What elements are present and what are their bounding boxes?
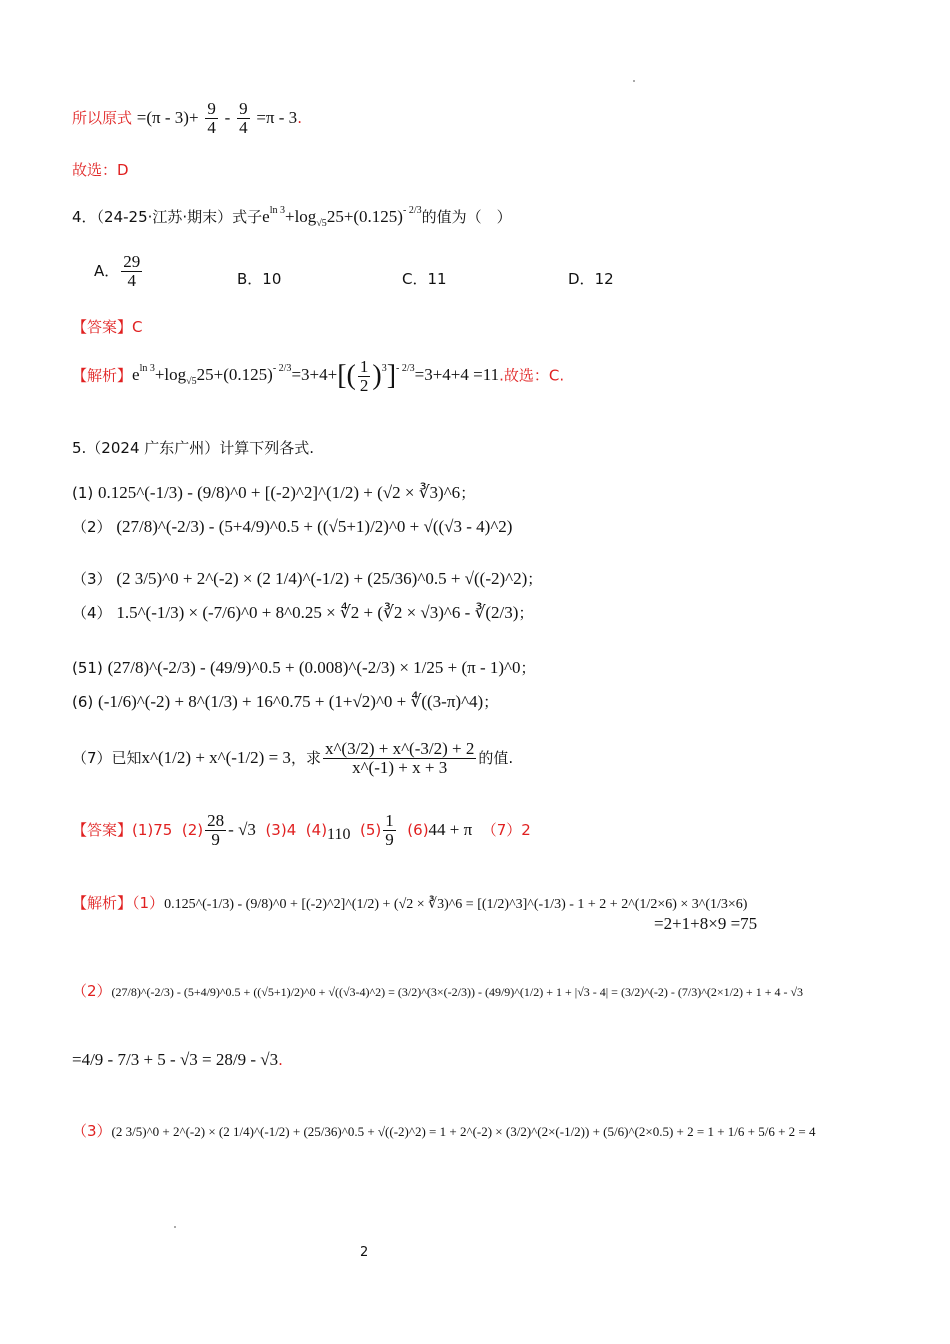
period: .	[297, 108, 302, 127]
conclusion-line	[72, 100, 302, 137]
q5-item-7: （7）已知x^(1/2) + x^(-1/2) = 3，求 $\frac{x\^{}(3/2) + x\^{}(-3/2) + 2}{x\^{}(-1) + x + 3}$ 的值.	[72, 739, 514, 777]
q4-stem	[72, 205, 512, 229]
q5-stem: 5.（2024 广东广州）计算下列各式.	[72, 439, 315, 457]
choice-line: 故选：D	[72, 161, 129, 179]
analysis-tag: 【解析】	[72, 366, 133, 385]
q4-option-c: C．11	[402, 270, 447, 288]
q5-item-6: (6) (-1/6)^(-2) + 8^(1/3) + 16^0.75 + (1+√2)^0 + ∜((3-π)^4)；	[72, 692, 499, 711]
page-number: 2	[360, 1245, 369, 1260]
q5-item-4: （4） 1.5^(-1/3) × (-7/6)^0 + 8^0.25 × ∜2 + (∛2 × √3)^6 - ∛(2/3)；	[72, 603, 534, 622]
q4-answer: 【答案】C	[72, 318, 143, 336]
q4-stem-end: 的值为（ ）	[421, 208, 512, 226]
q5-item-1: (1) 0.125^(-1/3) - (9/8)^0 + [(-2)^2]^(1/2) + (√2 × ∛3)^6；	[72, 483, 476, 502]
conclusion-formula-b: =π - 3	[256, 107, 298, 127]
minus-sign: -	[224, 107, 231, 127]
q5-analysis-1: 【解析】（1）0.125^(-1/3) - (9/8)^0 + [(-2)^2]^(1/2) + (√2 × ∛3)^6 = [(1/2)^3]^(-1/3) - 1 + 2 + 2^(1/2×6) × 3^(1/3×6)	[72, 894, 748, 912]
q5-item-3: （3） (2 3/5)^0 + 2^(-2) × (2 1/4)^(-1/2) + (25/36)^0.5 + √((-2)^2)；	[72, 569, 543, 588]
q5-item-5: (51) (27/8)^(-2/3) - (49/9)^0.5 + (0.008)^(-2/3) × 1/25 + (π - 1)^0；	[72, 658, 536, 677]
q5-analysis-1-result: =2+1+8×9 =75	[654, 914, 758, 933]
conclusion-prefix: 所以原式	[72, 108, 133, 127]
q4-stem-text: 4．（24-25·江苏·期末）式子	[72, 208, 263, 226]
q5-item-2: （2） (27/8)^(-2/3) - (5+4/9)^0.5 + ((√5+1)/2)^0 + √((√3 - 4)^2)	[72, 517, 513, 536]
q5-analysis-2: （2）(27/8)^(-2/3) - (5+4/9)^0.5 + ((√5+1)/2)^0 + √((√3-4)^2) = (3/2)^(3×(-2/3)) - (49/9)^(1/2) + 1 + |√3 - 4| = (3/2)^(-2) - (7/3)^(2×1/2) + 1 + 4 - √3	[72, 982, 804, 1000]
speck	[633, 80, 635, 82]
q4-option-a: A． $\frac{29}{4}$	[94, 252, 141, 290]
fraction: $\frac{9}{4}$	[207, 99, 216, 137]
analysis-choice: .故选：C.	[499, 366, 565, 385]
q4-option-d: D．12	[568, 270, 614, 288]
q5-analysis-2-result: =4/9 - 7/3 + 5 - √3 = 28/9 - √3.	[72, 1050, 283, 1069]
fraction: $\frac{9}{4}$	[239, 99, 248, 137]
q4-option-b: B．10	[237, 270, 282, 288]
conclusion-formula-a: =(π - 3)+	[136, 107, 199, 127]
q4-analysis	[72, 358, 564, 395]
q5-analysis-3: （3）(2 3/5)^0 + 2^(-2) × (2 1/4)^(-1/2) + (25/36)^0.5 + √((-2)^2) = 1 + 2^(-2) × (3/2)^(2×(-1/2)) + (5/6)^(2×0.5) + 2 = 1 + 1/6 + 5/6 + 2 = 4	[72, 1122, 816, 1140]
formula: $e^{ln 3}+\log_{√5}25+(0.125)^{- 2/3}$	[262, 205, 422, 229]
speck	[174, 1226, 176, 1228]
formula: $e^{ln 3}+\log_{√5}25+(0.125)^{- 2/3}=3+4+$[( $\frac{1}{2}$ )$^3$]$^{- 2/3}$=3+4+4 =11	[132, 357, 500, 395]
q5-answer: 【答案】(1)75 (2) $\frac{28}{9}$ - √3 (3)4 (4)110 (5) $\frac{1}{9}$ (6)44 + π （7）2	[72, 811, 531, 849]
